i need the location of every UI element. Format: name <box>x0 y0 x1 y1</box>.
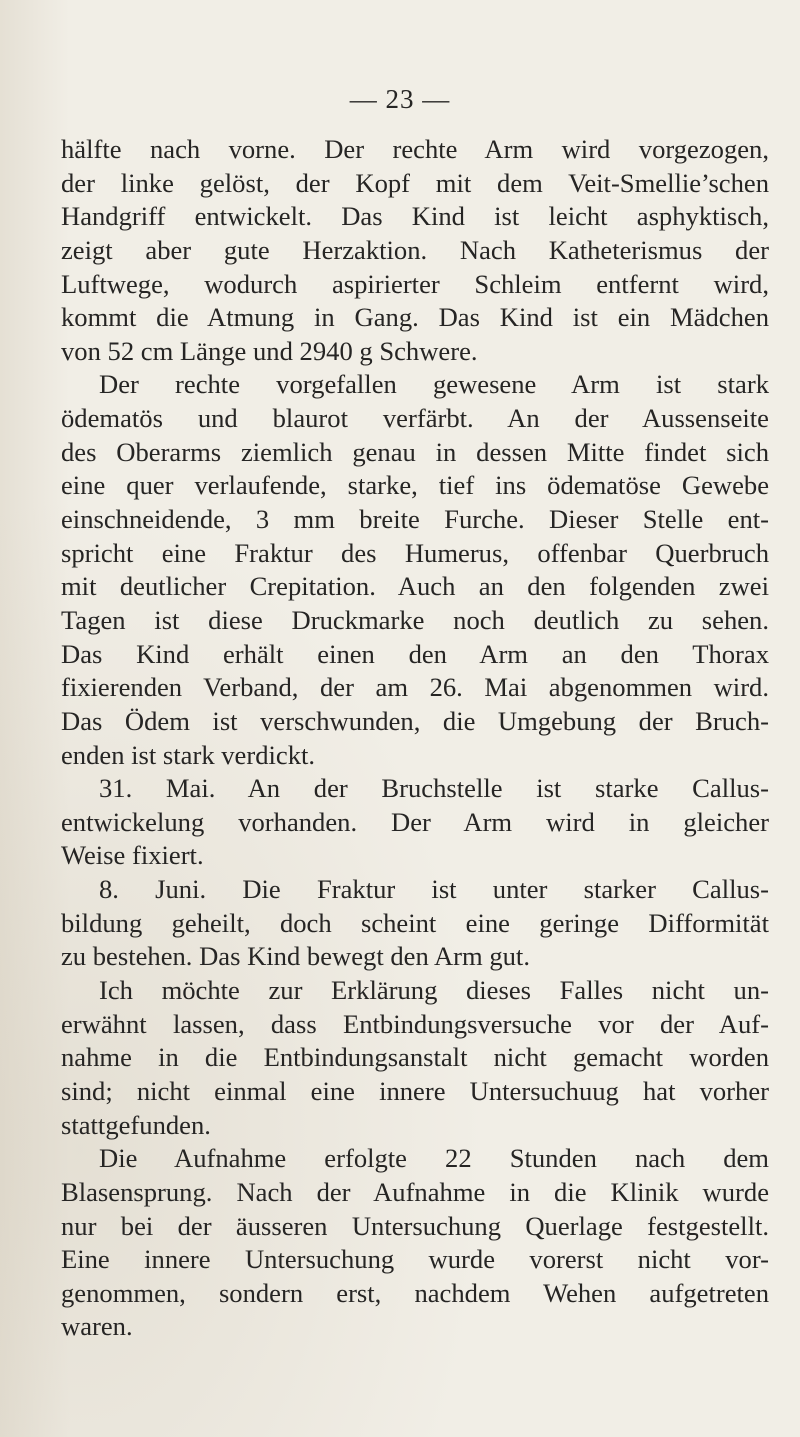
body-text <box>61 133 769 1344</box>
text-line: enden ist stark verdickt. <box>61 739 316 770</box>
text-line: waren. <box>61 1311 133 1342</box>
text-line: 8. Juni. Die Fraktur ist unter starker Callus- <box>99 874 769 905</box>
text-line: genommen, sondern erst, nachdem Wehen aufgetreten <box>61 1277 769 1308</box>
text-line: erwähnt lassen, dass Entbindungsversuche vor der Auf- <box>61 1008 769 1039</box>
text-line: Tagen ist diese Druckmarke noch deutlich zu sehen. <box>61 604 769 635</box>
text-line: zu bestehen. Das Kind bewegt den Arm gut. <box>61 941 530 972</box>
text-line: Der rechte vorgefallen gewesene Arm ist stark <box>99 369 769 400</box>
text-line: spricht eine Fraktur des Humerus, offenbar Querbruch <box>61 537 769 568</box>
text-line: Die Aufnahme erfolgte 22 Stunden nach dem <box>99 1143 769 1174</box>
text-line: bildung geheilt, doch scheint eine geringe Difformität <box>61 907 769 938</box>
text-line: Ich möchte zur Erklärung dieses Falles nicht un- <box>99 975 769 1006</box>
text-line: Blasensprung. Nach der Aufnahme in die Klinik wurde <box>61 1176 769 1207</box>
text-line: stattgefunden. <box>61 1109 211 1140</box>
text-line: nahme in die Entbindungsanstalt nicht gemacht worden <box>61 1042 769 1073</box>
text-line: zeigt aber gute Herzaktion. Nach Katheterismus der <box>61 234 769 265</box>
text-line: Das Kind erhält einen den Arm an den Thorax <box>61 638 769 669</box>
text-line: Weise fixiert. <box>61 840 204 871</box>
text-line: von 52 cm Länge und 2940 g Schwere. <box>61 335 478 366</box>
text-line: der linke gelöst, der Kopf mit dem Veit-Smellie’schen <box>61 167 769 198</box>
text-line: eine quer verlaufende, starke, tief ins ödematöse Gewebe <box>61 470 769 501</box>
page-number: — 23 — <box>349 84 451 114</box>
text-line: sind; nicht einmal eine innere Untersuchuug hat vorher <box>61 1075 769 1106</box>
text-line: Das Ödem ist verschwunden, die Umgebung der Bruch- <box>61 705 769 736</box>
text-line: Luftwege, wodurch aspirierter Schleim entfernt wird, <box>61 268 769 299</box>
text-line: einschneidende, 3 mm breite Furche. Dieser Stelle ent- <box>61 504 769 535</box>
text-line: 31. Mai. An der Bruchstelle ist starke Callus- <box>99 773 769 804</box>
text-line: mit deutlicher Crepitation. Auch an den folgenden zwei <box>61 571 769 602</box>
text-line: Eine innere Untersuchung wurde vorerst nicht vor- <box>61 1244 769 1275</box>
text-line: ödematös und blaurot verfärbt. An der Aussenseite <box>61 403 769 434</box>
text-line: Handgriff entwickelt. Das Kind ist leicht asphyktisch, <box>61 201 769 232</box>
text-line: nur bei der äusseren Untersuchung Querlage festgestellt. <box>61 1210 769 1241</box>
text-line: kommt die Atmung in Gang. Das Kind ist ein Mädchen <box>61 302 769 333</box>
text-line: des Oberarms ziemlich genau in dessen Mitte findet sich <box>61 436 769 467</box>
text-line: hälfte nach vorne. Der rechte Arm wird vorgezogen, <box>61 134 769 164</box>
text-line: fixierenden Verband, der am 26. Mai abgenommen wird. <box>61 672 769 703</box>
text-line: entwickelung vorhanden. Der Arm wird in gleicher <box>61 806 769 837</box>
